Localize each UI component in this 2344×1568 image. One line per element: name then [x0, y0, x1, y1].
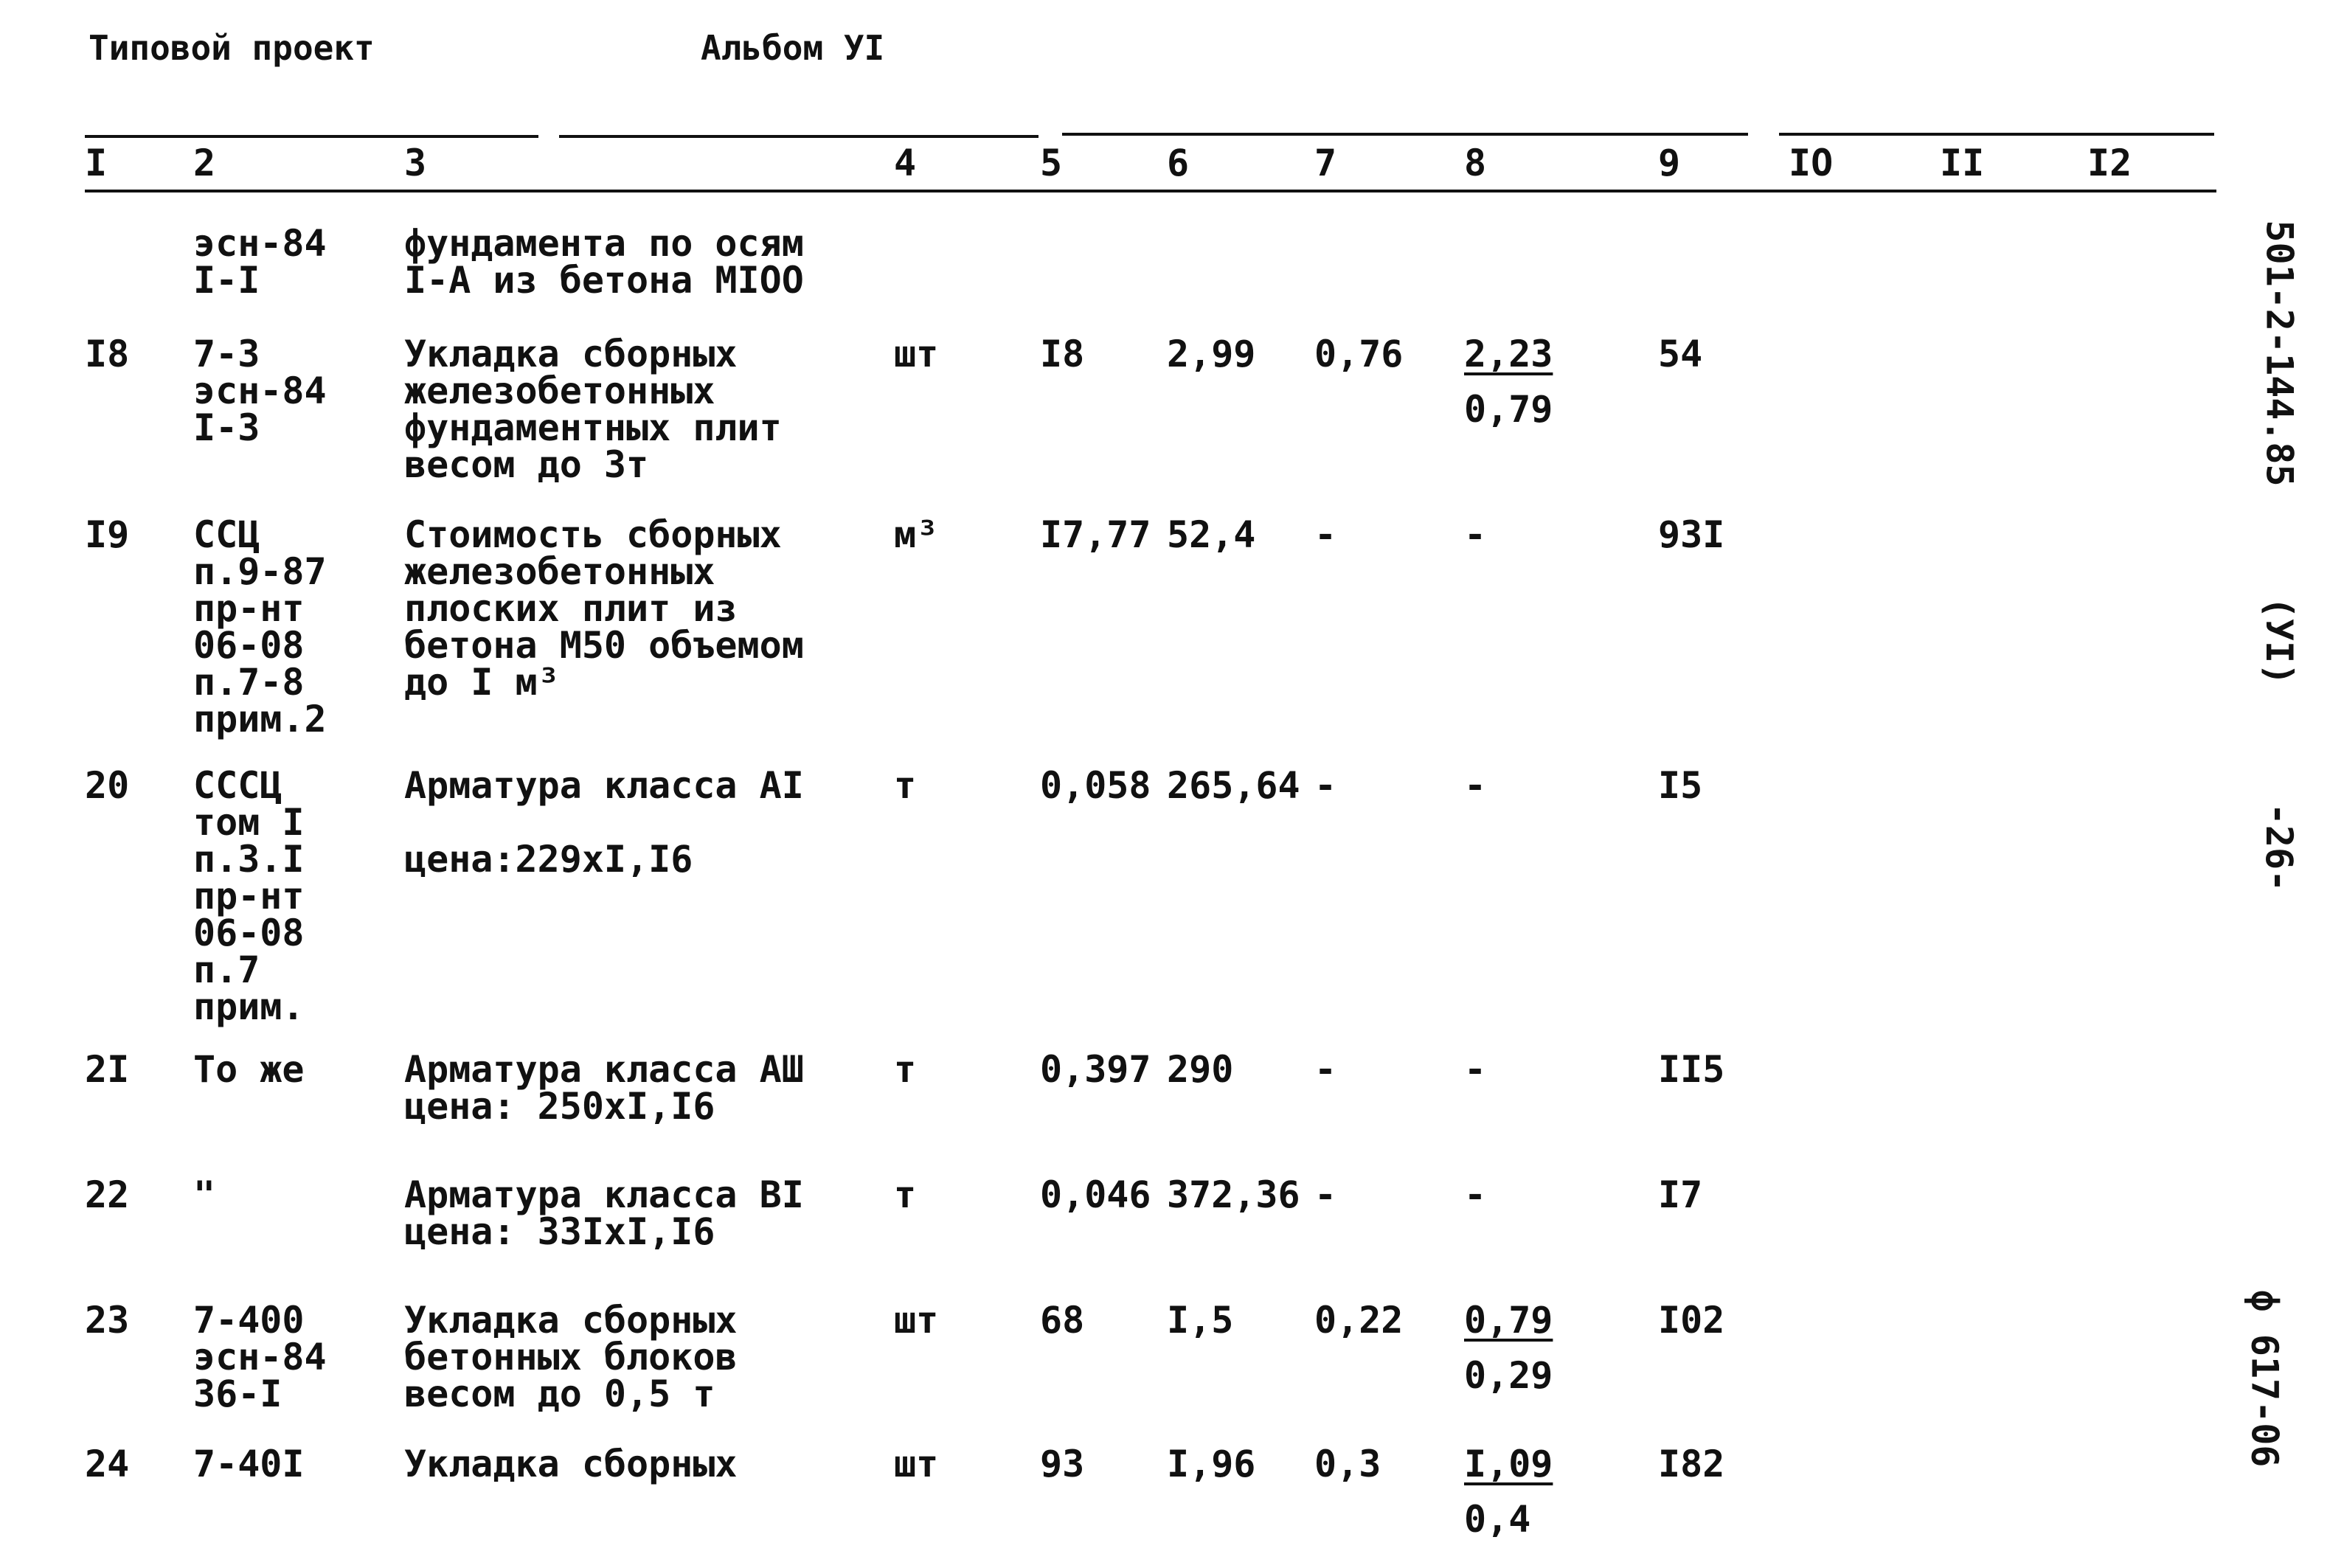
row-number: 22 — [85, 1173, 130, 1216]
unit-price: 372,36 — [1167, 1173, 1300, 1216]
column-8-bottom-value: 0,79 — [1464, 388, 1553, 431]
total-cost: I82 — [1658, 1443, 1725, 1485]
work-description: Укладка сборных бетонных блоков весом до 0,5 т — [404, 1299, 738, 1415]
work-description: фундамента по осям I-А из бетона МIОО — [404, 222, 804, 302]
work-description: Арматура класса ВI цена: 33IхI,I6 — [404, 1173, 804, 1253]
side-doc-code: 501-2-144.85 — [2258, 220, 2301, 487]
column-7-value: - — [1314, 1048, 1337, 1091]
rule-top-2 — [559, 135, 1038, 138]
total-cost: 54 — [1658, 333, 1703, 375]
column-header-9: 9 — [1658, 142, 1681, 184]
work-description: Укладка сборных — [404, 1443, 738, 1485]
unit-price: 265,64 — [1167, 764, 1300, 807]
column-header-12: I2 — [2087, 142, 2132, 184]
work-description: Стоимость сборных железобетонных плоских плит из бетона М50 объемом до I м³ — [404, 513, 804, 704]
total-cost: II5 — [1658, 1048, 1725, 1091]
column-8-top-value: 2,23 — [1464, 333, 1553, 375]
unit-price: 290 — [1167, 1048, 1234, 1091]
unit: шт — [894, 1443, 939, 1485]
rule-top-1 — [85, 135, 538, 138]
column-7-value: - — [1314, 513, 1337, 556]
quantity: I8 — [1040, 333, 1085, 375]
side-page-number: -26- — [2258, 802, 2301, 892]
side-stamp: ф 617-06 — [2243, 1289, 2286, 1468]
column-header-7: 7 — [1314, 142, 1337, 184]
estimate-code: 7-400 эсн-84 36-I — [193, 1299, 327, 1415]
column-header-3: 3 — [404, 142, 427, 184]
album-label: Альбом УI — [701, 28, 885, 68]
row-number: 20 — [85, 764, 130, 807]
row-number: I8 — [85, 333, 130, 375]
quantity: 0,058 — [1040, 764, 1151, 807]
rule-top-3 — [1062, 133, 1748, 136]
row-number: I9 — [85, 513, 130, 556]
quantity: 0,046 — [1040, 1173, 1151, 1216]
total-cost: I5 — [1658, 764, 1703, 807]
column-7-value: 0,22 — [1314, 1299, 1404, 1342]
column-header-6: 6 — [1167, 142, 1190, 184]
row-number: 2I — [85, 1048, 130, 1091]
unit-price: 2,99 — [1167, 333, 1256, 375]
column-header-8: 8 — [1464, 142, 1487, 184]
column-header-4: 4 — [894, 142, 917, 184]
quantity: 0,397 — [1040, 1048, 1151, 1091]
work-description: Укладка сборных железобетонных фундаментных плит весом до 3т — [404, 333, 782, 486]
row-number: 24 — [85, 1443, 130, 1485]
row-number: 23 — [85, 1299, 130, 1342]
estimate-code: СССЦ том I п.3.I пр-нт 06-08 п.7 прим. — [193, 764, 305, 1028]
unit: шт — [894, 1299, 939, 1342]
estimate-code: 7-40I — [193, 1443, 305, 1485]
estimate-code: 7-3 эсн-84 I-3 — [193, 333, 327, 449]
unit: м³ — [894, 513, 939, 556]
column-header-1: I — [85, 142, 108, 184]
unit: т — [894, 1173, 917, 1216]
estimate-code: " — [193, 1173, 216, 1216]
unit-price: I,96 — [1167, 1443, 1256, 1485]
unit: т — [894, 1048, 917, 1091]
column-8-top-value: - — [1464, 1173, 1487, 1216]
side-album-mark: (УI) — [2258, 596, 2301, 686]
column-8-top-value: - — [1464, 764, 1487, 807]
column-7-value: - — [1314, 764, 1337, 807]
quantity: 93 — [1040, 1443, 1085, 1485]
total-cost: I02 — [1658, 1299, 1725, 1342]
unit: т — [894, 764, 917, 807]
column-8-top-value: - — [1464, 513, 1487, 556]
column-8-top-value: I,09 — [1464, 1443, 1553, 1485]
estimate-code: ССЦ п.9-87 пр-нт 06-08 п.7-8 прим.2 — [193, 513, 327, 740]
column-8-bottom-value: 0,29 — [1464, 1354, 1553, 1397]
unit-price: 52,4 — [1167, 513, 1256, 556]
quantity: I7,77 — [1040, 513, 1151, 556]
column-header-11: II — [1940, 142, 1985, 184]
column-8-top-value: - — [1464, 1048, 1487, 1091]
column-header-5: 5 — [1040, 142, 1063, 184]
total-cost: I7 — [1658, 1173, 1703, 1216]
rule-top-4 — [1779, 133, 2214, 136]
work-description: Арматура класса АШ цена: 250хI,I6 — [404, 1048, 804, 1128]
estimate-code: То же — [193, 1048, 305, 1091]
column-header-10: IO — [1789, 142, 1834, 184]
total-cost: 93I — [1658, 513, 1725, 556]
column-7-value: 0,3 — [1314, 1443, 1381, 1485]
unit-price: I,5 — [1167, 1299, 1234, 1342]
unit: шт — [894, 333, 939, 375]
project-type-label: Типовой проект — [89, 28, 375, 68]
rule-header-bottom — [85, 190, 2216, 192]
quantity: 68 — [1040, 1299, 1085, 1342]
column-7-value: - — [1314, 1173, 1337, 1216]
column-7-value: 0,76 — [1314, 333, 1404, 375]
estimate-code: эсн-84 I-I — [193, 222, 327, 302]
column-8-bottom-value: 0,4 — [1464, 1498, 1531, 1541]
work-description: Арматура класса АI цена:229хI,I6 — [404, 764, 804, 881]
column-8-top-value: 0,79 — [1464, 1299, 1553, 1342]
column-header-2: 2 — [193, 142, 216, 184]
